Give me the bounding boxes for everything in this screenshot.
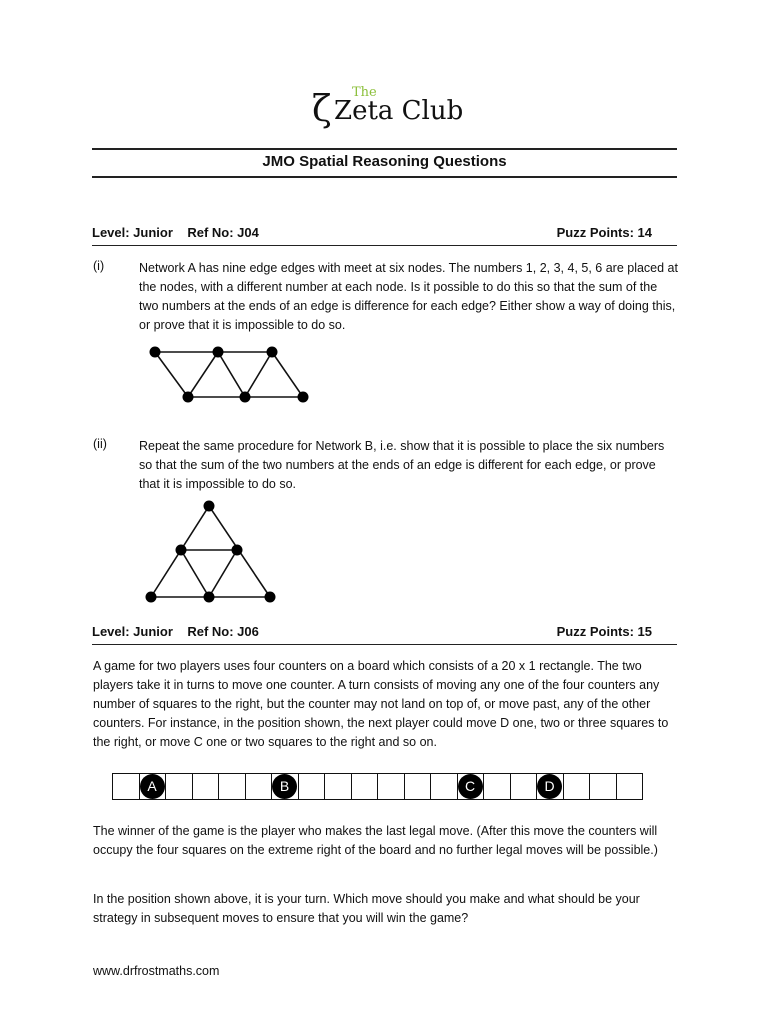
puzzle2-level-ref: Level: Junior Ref No: J06	[92, 624, 259, 639]
counter-b: B	[272, 774, 297, 799]
board-cell	[458, 773, 485, 800]
puzzle2-rule	[92, 644, 677, 645]
game-board	[112, 773, 643, 800]
footer-url: www.drfrostmaths.com	[93, 964, 220, 978]
zeta-symbol: ζ	[312, 89, 332, 130]
board-cell	[272, 773, 299, 800]
puzzle1-rule	[92, 245, 677, 246]
puzzle1-points: Puzz Points: 14	[556, 225, 652, 240]
network-a-diagram	[140, 340, 320, 410]
board-cell	[219, 773, 246, 800]
board-cell	[325, 773, 352, 800]
puzzle2-points: Puzz Points: 15	[556, 624, 652, 639]
board-cell	[299, 773, 326, 800]
board-cell	[378, 773, 405, 800]
logo-the-text: The	[352, 85, 377, 100]
board-cell	[140, 773, 167, 800]
counter-d: D	[537, 774, 562, 799]
board-cell	[590, 773, 617, 800]
board-cell	[166, 773, 193, 800]
counter-a: A	[140, 774, 165, 799]
puzzle1-level-ref: Level: Junior Ref No: J04	[92, 225, 259, 240]
counter-c: C	[458, 774, 483, 799]
board-cell	[246, 773, 273, 800]
title-bottom-rule	[92, 176, 677, 178]
question-text: In the position shown above, it is your turn. Which move should you make and what should be your strategy in subsequent moves to ensure that you will win the game?	[93, 892, 640, 925]
board-cell	[352, 773, 379, 800]
page-title: JMO Spatial Reasoning Questions	[262, 153, 507, 170]
logo-name-text: Zeta Club	[334, 96, 464, 126]
game-intro-text: A game for two players uses four counters on a board which consists of a 20 x 1 rectangle. The two players take it in turns to move one counter. A turn consists of moving any one of the four counters any number of squares to the right, but the counter may not land on top of, or move past, any of the other counters. For instance, in the position shown, the next player could move D one, two or three squares to the right, or move C one or two squares to the right and so on.	[93, 659, 669, 749]
board-cell	[511, 773, 538, 800]
part-ii-label: (ii)	[93, 437, 107, 451]
network-b-diagram	[140, 500, 280, 605]
board-cell	[405, 773, 432, 800]
part-i-text: Network A has nine edge edges with meet at six nodes. The numbers 1, 2, 3, 4, 5, 6 are placed at the nodes, with a different number at each node. Is it possible to do this so that the sum of the two numbers at the ends of an edge is difference for each edge? Either show a way of doing this, or prove that it is impossible to do so.	[139, 261, 678, 332]
part-ii-text: Repeat the same procedure for Network B, i.e. show that it is possible to place the six numbers so that the sum of the two numbers at the ends of an edge is different for each edge, or prove that it is impossible to do so.	[139, 439, 665, 491]
board-cell	[113, 773, 140, 800]
title-top-rule	[92, 148, 677, 150]
board-cell	[193, 773, 220, 800]
board-cell	[537, 773, 564, 800]
board-cell	[484, 773, 511, 800]
zeta-club-logo	[312, 86, 472, 132]
part-i-label: (i)	[93, 259, 105, 273]
board-cell	[431, 773, 458, 800]
winner-text: The winner of the game is the player who makes the last legal move. (After this move the counters will occupy the four squares on the extreme right of the board and no further legal moves will be possible.)	[93, 824, 658, 857]
board-cell	[617, 773, 644, 800]
board-cell	[564, 773, 591, 800]
